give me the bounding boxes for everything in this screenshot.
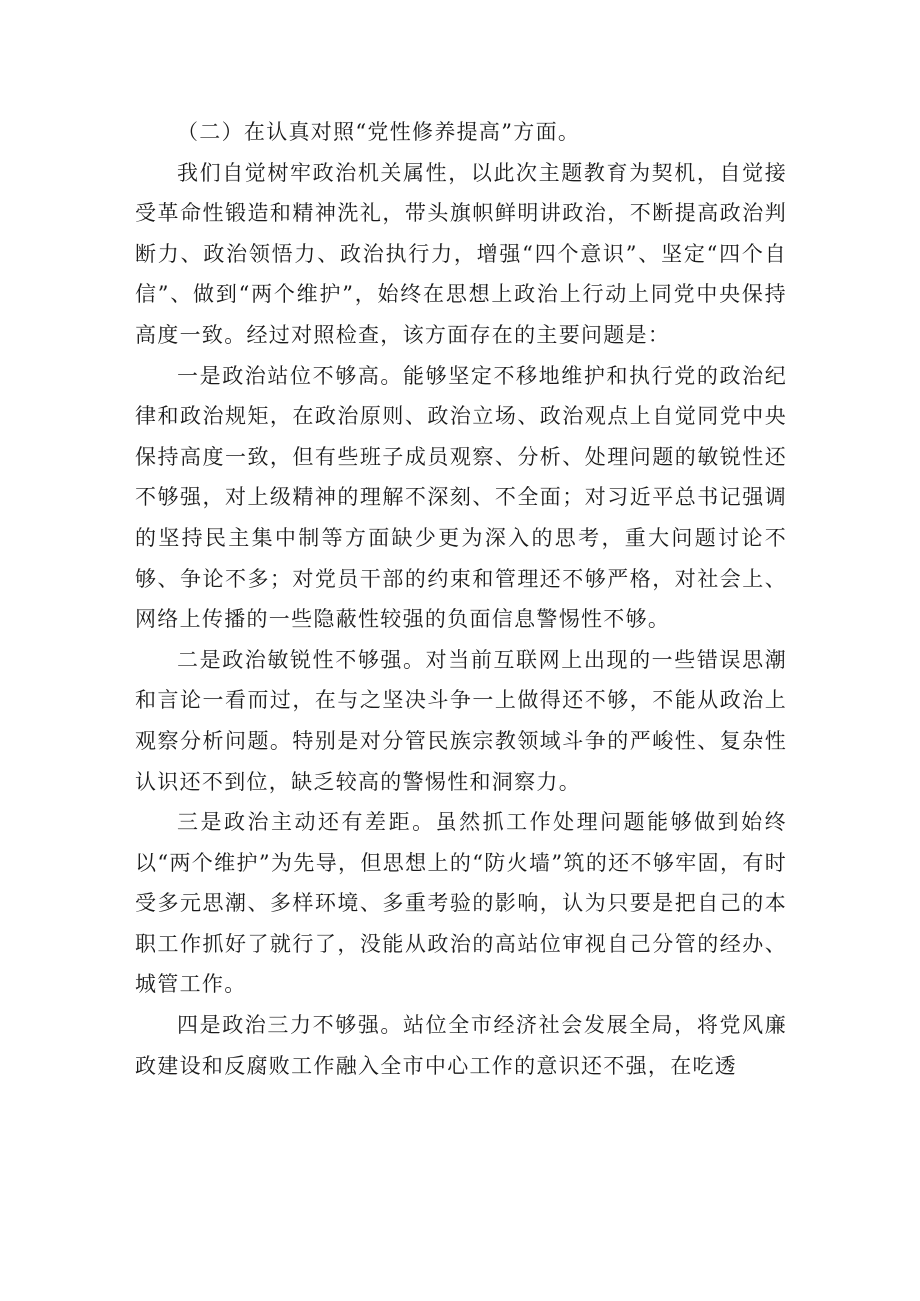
- paragraph-intro: 我们自觉树牢政治机关属性，以此次主题教育为契机，自觉接受革命性锻造和精神洗礼，带头旗帜鲜明讲政治，不断提高政治判断力、政治领悟力、政治执行力，增强“四个意识”、坚定“四个自信”、做到“两个维护”，始终在思想上政治上行动上同党中央保持高度一致。经过对照检查，该方面存在的主要问题是：: [135, 160, 787, 347]
- paragraph-issue-3: 三是政治主动还有差距。虽然抓工作处理问题能够做到始终以“两个维护”为先导，但思想上的“防火墙”筑的还不够牢固，有时受多元思潮、多样环境、多重考验的影响，认为只要是把自己的本职工作抓好了就行了，没能从政治的高站位审视自己分管的经办、城管工作。: [135, 810, 787, 997]
- paragraph-issue-1: 一是政治站位不够高。能够坚定不移地维护和执行党的政治纪律和政治规矩，在政治原则、政治立场、政治观点上自觉同党中央保持高度一致，但有些班子成员观察、分析、处理问题的敏锐性还不够强，对上级精神的理解不深刻、不全面；对习近平总书记强调的坚持民主集中制等方面缺少更为深入的思考，重大问题讨论不够、争论不多；对党员干部的约束和管理还不够严格，对社会上、网络上传播的一些隐蔽性较强的负面信息警惕性不够。: [135, 363, 787, 632]
- paragraph-issue-4: 四是政治三力不够强。站位全市经济社会发展全局，将党风廉政建设和反腐败工作融入全市中心工作的意识还不强，在吃透: [135, 1013, 787, 1078]
- paragraph-issue-2: 二是政治敏锐性不够强。对当前互联网上出现的一些错误思潮和言论一看而过，在与之坚决斗争一上做得还不够，不能从政治上观察分析问题。特别是对分管民族宗教领域斗争的严峻性、复杂性认识还不到位，缺乏较高的警惕性和洞察力。: [135, 647, 787, 794]
- document-body: [135, 112, 787, 1086]
- section-heading: （二）在认真对照“党性修养提高”方面。: [177, 120, 581, 144]
